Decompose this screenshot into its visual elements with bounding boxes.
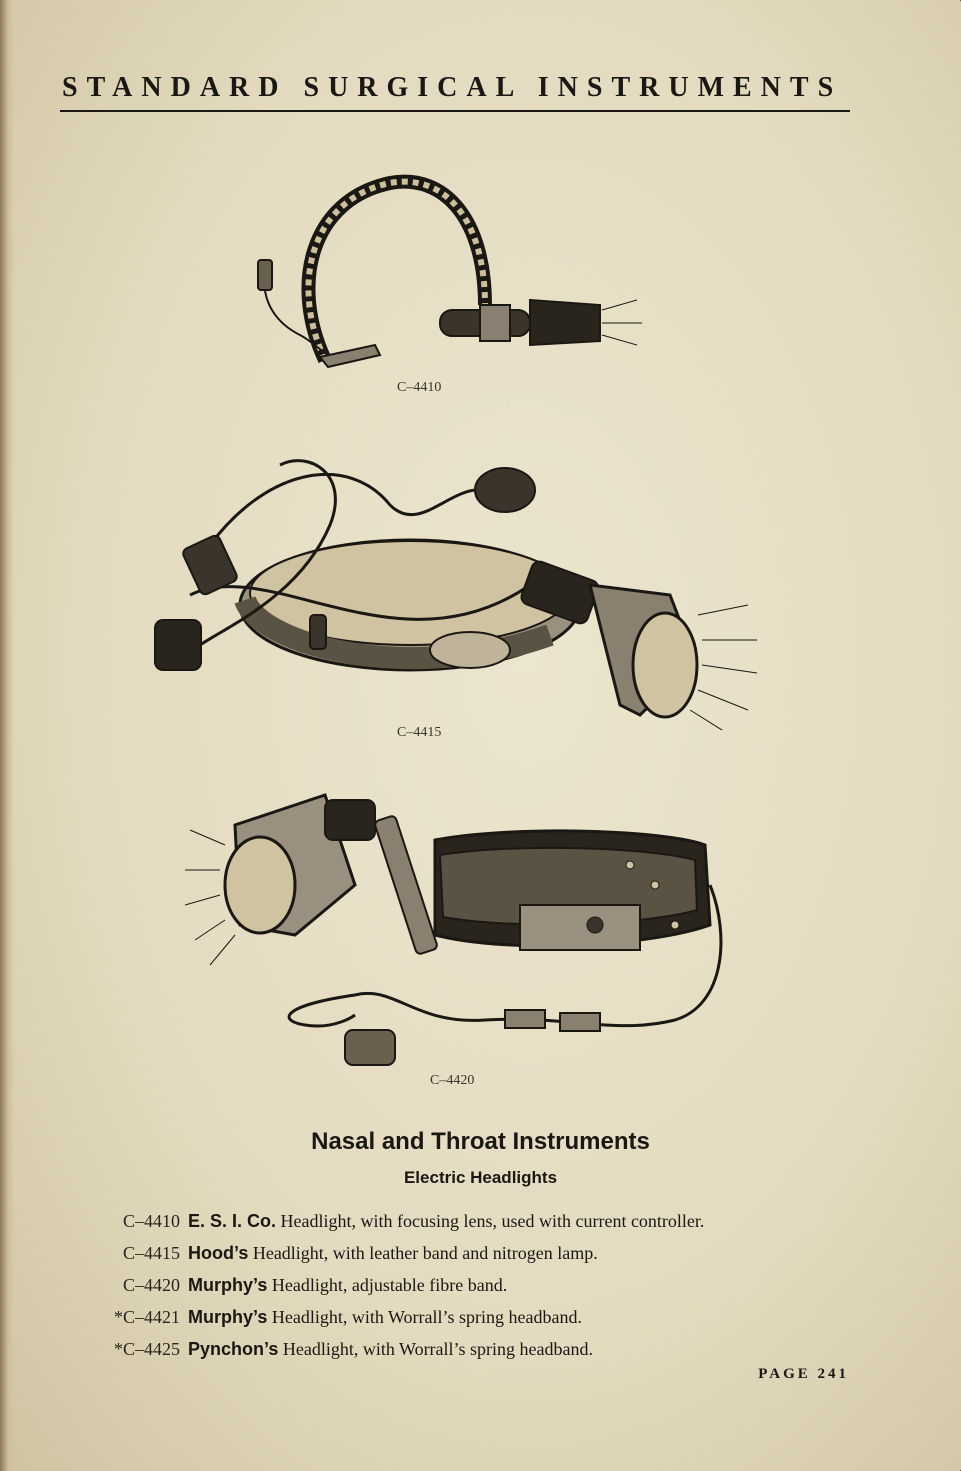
item-name: Murphy’s (188, 1275, 268, 1295)
section-title: Nasal and Throat Instruments (311, 1128, 650, 1155)
item-code: C–4415 (122, 1243, 180, 1263)
headlight-c4415-illustration (150, 445, 760, 730)
item-description (188, 1237, 598, 1269)
item-text: Headlight, with Worrall’s spring headband. (278, 1339, 594, 1359)
page-number: PAGE 241 (758, 1366, 849, 1382)
item-name: Hood’s (188, 1243, 249, 1263)
item-description (188, 1301, 582, 1333)
list-item (80, 1237, 840, 1269)
item-text: Headlight, with leather band and nitrogen lamp. (248, 1243, 598, 1263)
headlight-c4420-illustration (185, 785, 745, 1070)
list-item (80, 1205, 840, 1237)
section-subtitle: Electric Headlights (403, 1168, 558, 1187)
item-list (80, 1205, 840, 1365)
item-name: Pynchon’s (188, 1339, 279, 1359)
header-rule (60, 110, 850, 112)
figure-caption: C–4415 (397, 725, 442, 740)
item-text: Headlight, with focusing lens, used with current controller. (276, 1211, 705, 1231)
figure-caption: C–4420 (430, 1073, 475, 1088)
item-text: Headlight, adjustable fibre band. (267, 1275, 508, 1295)
list-item (80, 1269, 840, 1301)
item-text: Headlight, with Worrall’s spring headband. (267, 1307, 583, 1327)
item-code: C–4410 (122, 1211, 180, 1231)
page-header: STANDARD SURGICAL INSTRUMENTS (62, 72, 843, 103)
list-item (80, 1301, 840, 1333)
item-description (188, 1269, 507, 1301)
list-item (80, 1333, 840, 1365)
figure-caption: C–4410 (397, 380, 442, 395)
item-name: E. S. I. Co. (188, 1211, 277, 1231)
item-description (188, 1333, 593, 1365)
item-code: *C–4425 (113, 1339, 180, 1359)
item-description (188, 1205, 704, 1237)
headlight-c4410-illustration (240, 165, 660, 380)
item-code: *C–4421 (113, 1307, 180, 1327)
item-code: C–4420 (122, 1275, 180, 1295)
item-name: Murphy’s (188, 1307, 268, 1327)
